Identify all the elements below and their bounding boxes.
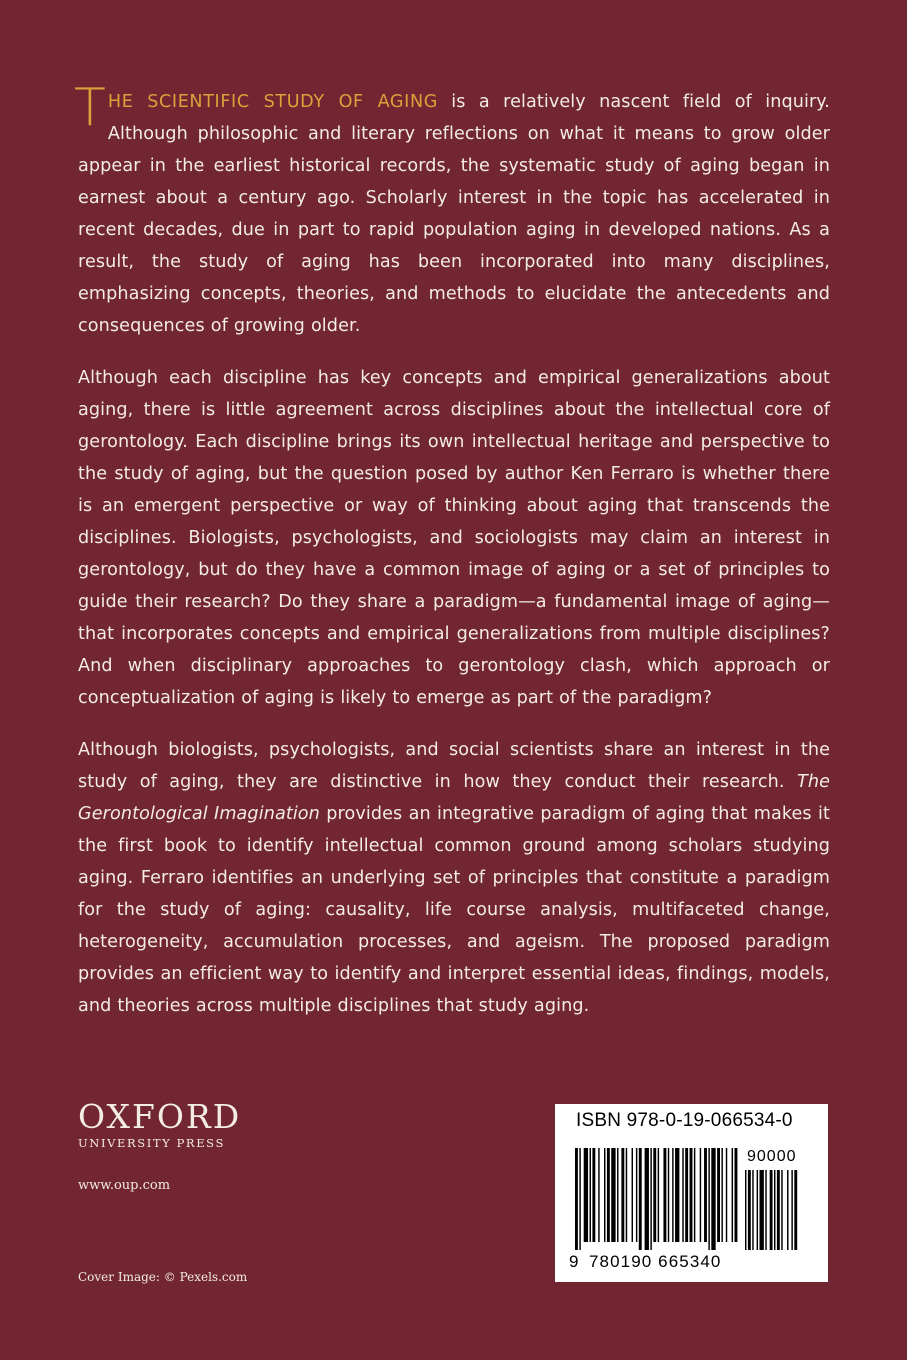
addon-bar <box>787 1170 788 1250</box>
isbn-label: ISBN 978-0-19-066534-0 <box>576 1110 793 1131</box>
barcode-bar <box>590 1148 591 1242</box>
barcode-bar <box>650 1148 651 1250</box>
publisher-logo <box>78 1097 298 1150</box>
barcode-bar <box>700 1148 701 1242</box>
paragraph-1-text: is a relatively nascent field of inquiry. Although philosophic and literary reflections on what it means to grow older appear in the earliest historical records, the systematic study of aging began in earnest about a century ago. Scholarly interest in the topic has accelerated in recent decades, due in part to rapid population aging in developed nations. As a result, the study of aging has been incorporated into many disciplines, emphasizing concepts, theories, and methods to elucidate the antecedents and consequences of growing older. <box>78 92 830 336</box>
barcode-bar <box>607 1148 610 1242</box>
addon-bar <box>760 1170 764 1250</box>
addon-bar <box>748 1170 751 1250</box>
barcode-bar <box>717 1148 720 1242</box>
barcode-bar <box>617 1148 618 1242</box>
drop-cap: T <box>74 78 106 138</box>
barcode-bar <box>685 1148 688 1242</box>
publisher-website: www.oup.com <box>78 1178 171 1193</box>
ean-first-digit: 9 <box>569 1252 580 1271</box>
blurb-text <box>74 78 830 1042</box>
addon-bar <box>777 1170 780 1250</box>
blurb-paragraph-1 <box>74 78 830 342</box>
barcode-bar <box>632 1148 633 1242</box>
barcode-bar <box>604 1148 605 1242</box>
barcode-bar <box>598 1148 599 1242</box>
addon-bar <box>752 1170 753 1250</box>
addon-bar <box>757 1170 758 1250</box>
barcode-bar <box>636 1148 637 1242</box>
barcode-bar <box>575 1148 578 1250</box>
barcode-bar <box>592 1148 595 1242</box>
blurb-paragraph-2: Although each discipline has key concepts and empirical generalizations about aging, there is little agreement across disciplines about the intellectual core of gerontology. Each discipline brings its own intellectual heritage and perspective to the study of aging, but the question posed by author Ken Ferraro is whether there is an emergent perspective or way of thinking about aging that transcends the disciplines. Biologists, psychologists, and sociologists may claim an interest in gerontology, but do they have a common image of aging or a set of principles to guide their research? Do they share a paradigm—a fundamental image of aging—that incorporates concepts and empirical generalizations from multiple disciplines? And when disciplinary approaches to gerontology clash, which approach or conceptualization of aging is likely to emerge as part of the paradigm? <box>78 368 830 708</box>
cover-image-credit: Cover Image: © Pexels.com <box>78 1270 248 1284</box>
price-code: 90000 <box>747 1148 797 1165</box>
barcode-bar <box>579 1148 580 1250</box>
barcode-bar <box>668 1148 669 1242</box>
addon-bar <box>794 1170 797 1250</box>
blurb-paragraph-3 <box>78 734 830 1022</box>
addon-bar <box>781 1170 782 1250</box>
paragraph-3-rest: provides an integrative paradigm of aging that makes it the first book to identify intellectual common ground among scholars studying aging. Ferraro identifies an underlying set of principles that constitute a paradigm for the study of aging: causality, life course analysis, multifaceted change, heterogeneity, accumulation processes, and ageism. The proposed paradigm provides an efficient way to identify and interpret essential ideas, findings, models, and theories across multiple disciplines that study aging. <box>78 804 830 1016</box>
barcode-bar <box>584 1148 588 1242</box>
addon-bar <box>770 1170 773 1250</box>
barcode-bar <box>682 1148 683 1242</box>
barcode-bar <box>732 1148 733 1242</box>
barcode-bar <box>711 1148 715 1250</box>
isbn-barcode-box <box>555 1104 828 1282</box>
university-press-label: UNIVERSITY PRESS <box>78 1136 225 1150</box>
barcode-bar <box>726 1148 727 1242</box>
barcode-bar <box>704 1148 707 1242</box>
barcode-bar <box>621 1148 624 1242</box>
barcode-bar <box>639 1148 642 1250</box>
barcode-bar <box>645 1148 649 1250</box>
addon-bar <box>791 1170 792 1250</box>
ean-remaining-digits: 780190 665340 <box>589 1252 722 1271</box>
barcode-bar <box>658 1148 659 1242</box>
barcode-bar <box>611 1148 615 1242</box>
barcode-bar <box>672 1148 673 1242</box>
addon-bar <box>774 1170 775 1250</box>
barcode-bar <box>675 1148 679 1242</box>
addon-bar <box>745 1170 746 1250</box>
barcode-bar <box>690 1148 693 1242</box>
barcode-bar <box>708 1148 709 1250</box>
barcode-bar <box>663 1148 666 1242</box>
barcode-bar <box>694 1148 695 1242</box>
barcode-bar <box>721 1148 722 1242</box>
barcode-bar <box>735 1148 738 1242</box>
paragraph-3-start: Although biologists, psychologists, and social scientists share an interest in the study of aging, they are distinctive in how they conduct their research. <box>78 740 830 792</box>
addon-bar <box>765 1170 766 1250</box>
barcode-bar <box>653 1148 656 1242</box>
barcode-bar <box>626 1148 627 1242</box>
book-title-italic: The Gerontological Imagination <box>78 772 830 824</box>
ean-digits <box>569 1252 769 1272</box>
lead-in-caps: HE SCIENTIFIC STUDY OF AGING <box>107 92 438 112</box>
oxford-wordmark: OXFORD <box>78 1097 242 1136</box>
